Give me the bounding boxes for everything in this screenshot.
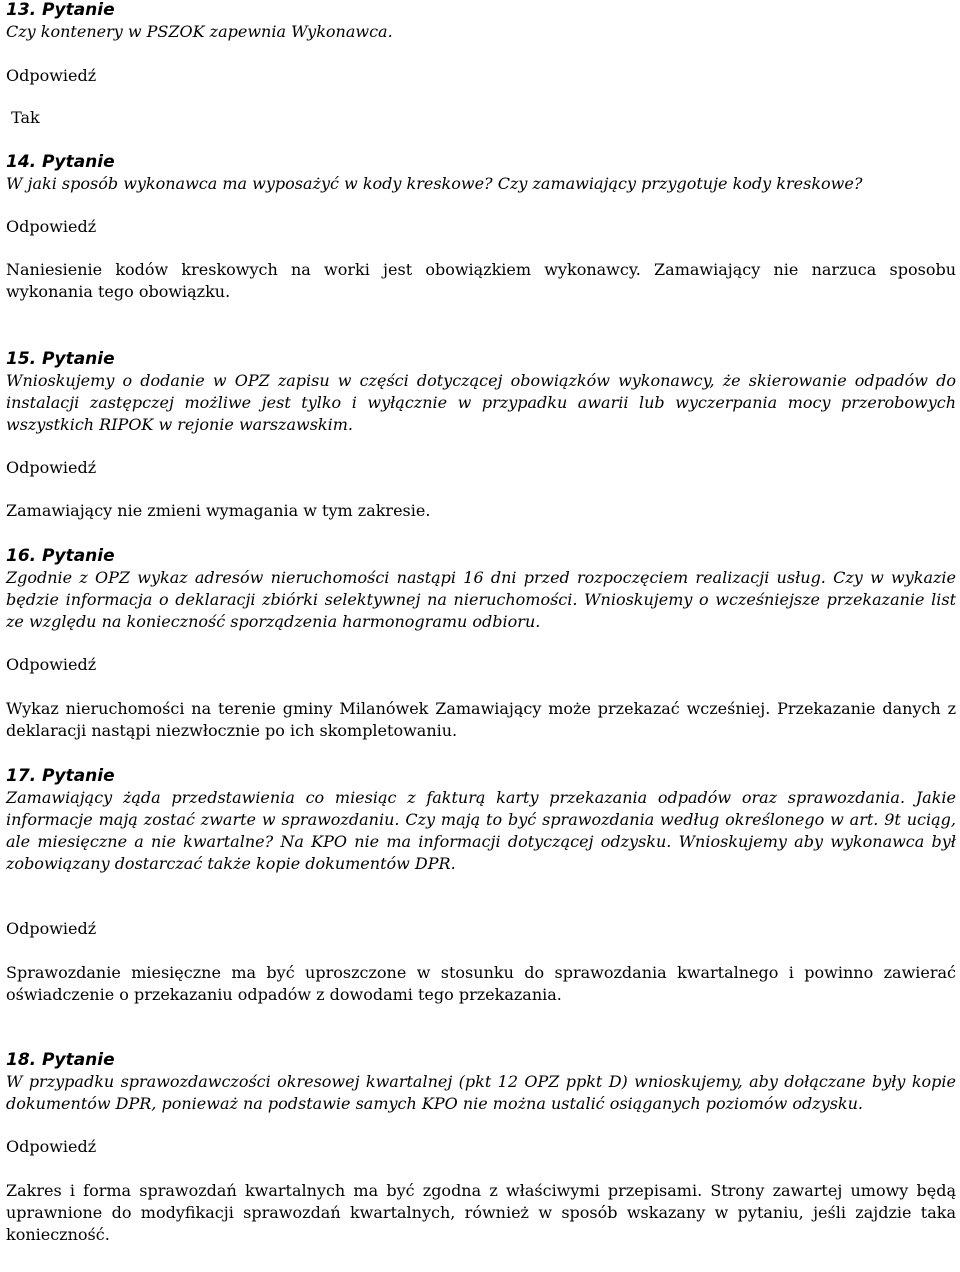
question-number: 18. [6,1050,37,1070]
answer-text: Zakres i forma sprawozdań kwartalnych ma być zgodna z właściwymi przepisami. Strony zawartej umowy będą uprawnione do modyfikacji sprawozdań kwartalnych, również w sposób wskazany w pytaniu, jeśli zajdzie taka konieczność. [6,1181,956,1244]
answer-text: Wykaz nieruchomości na terenie gminy Milanówek Zamawiający może przekazać wcześniej. Przekazanie danych z deklaracji nastąpi niezwłocznie po ich skompletowaniu. [6,699,956,740]
question-label: Pytanie [42,152,115,172]
question-label: Pytanie [42,1050,115,1070]
question-text: Zgodnie z OPZ wykaz adresów nieruchomości nastąpi 16 dni przed rozpoczęciem realizacji usług. Czy w wykazie będzie informacja o deklaracji zbiórki selektywnej na nieruchomości. Wnioskujemy o wcześniejsze przekazanie list ze względu na konieczność sporządzenia harmonogramu odbioru. [6,568,956,631]
answer-text: Naniesienie kodów kreskowych na worki jest obowiązkiem wykonawcy. Zamawiający nie narzuca sposobu wykonania tego obowiązku. [6,260,956,301]
question-label: Pytanie [42,546,115,566]
question-heading [6,349,956,370]
qa-item-13 [6,0,956,129]
question-heading [6,0,956,21]
question-text: W przypadku sprawozdawczości okresowej kwartalnej (pkt 12 OPZ ppkt D) wnioskujemy, aby dołączane były kopie dokumentów DPR, ponieważ na podstawie samych KPO nie można ustalić osiąganych poziomów odzysku. [6,1072,956,1113]
question-text: Wnioskujemy o dodanie w OPZ zapisu w części dotyczącej obowiązków wykonawcy, że skierowanie odpadów do instalacji zastępczej możliwe jest tylko i wyłącznie w przypadku awarii lub wyczerpania mocy przerobowych wszystkich RIPOK w rejonie warszawskim. [6,371,956,434]
qa-item-17 [6,766,956,1006]
question-label: Pytanie [42,766,115,786]
question-heading [6,766,956,787]
question-text: Czy kontenery w PSZOK zapewnia Wykonawca. [6,22,393,41]
question-text: W jaki sposób wykonawca ma wyposażyć w kody kreskowe? Czy zamawiający przygotuje kody kreskowe? [6,174,863,193]
question-number: 17. [6,766,37,786]
qa-item-18 [6,1050,956,1246]
answer-text: Sprawozdanie miesięczne ma być uproszczone w stosunku do sprawozdania kwartalnego i powinno zawierać oświadczenie o przekazaniu odpadów z dowodami tego przekazania. [6,963,956,1004]
qa-item-14 [6,152,956,303]
answer-label: Odpowiedź [6,66,97,85]
answer-label: Odpowiedź [6,655,97,674]
answer-text: Tak [6,108,40,127]
qa-item-16 [6,546,956,742]
question-label: Pytanie [42,0,115,20]
question-heading [6,1050,956,1071]
question-number: 15. [6,349,37,369]
question-number: 14. [6,152,37,172]
qa-item-15 [6,349,956,522]
question-heading [6,546,956,567]
question-label: Pytanie [42,349,115,369]
question-number: 16. [6,546,37,566]
question-text: Zamawiający żąda przedstawienia co miesiąc z fakturą karty przekazania odpadów oraz sprawozdania. Jakie informacje mają zostać zwarte w sprawozdaniu. Czy mają to być sprawozdania według określonego w art. 9t uciąg, ale miesięczne a nie kwartalne? Na KPO nie ma informacji dotyczącej odzysku. Wnioskujemy aby wykonawca był zobowiązany dostarczać także kopie dokumentów DPR. [6,788,956,873]
answer-text: Zamawiający nie zmieni wymagania w tym zakresie. [6,501,431,520]
answer-label: Odpowiedź [6,1137,97,1156]
answer-label: Odpowiedź [6,217,97,236]
answer-label: Odpowiedź [6,919,97,938]
answer-label: Odpowiedź [6,458,97,477]
question-number: 13. [6,0,37,20]
question-heading [6,152,956,173]
